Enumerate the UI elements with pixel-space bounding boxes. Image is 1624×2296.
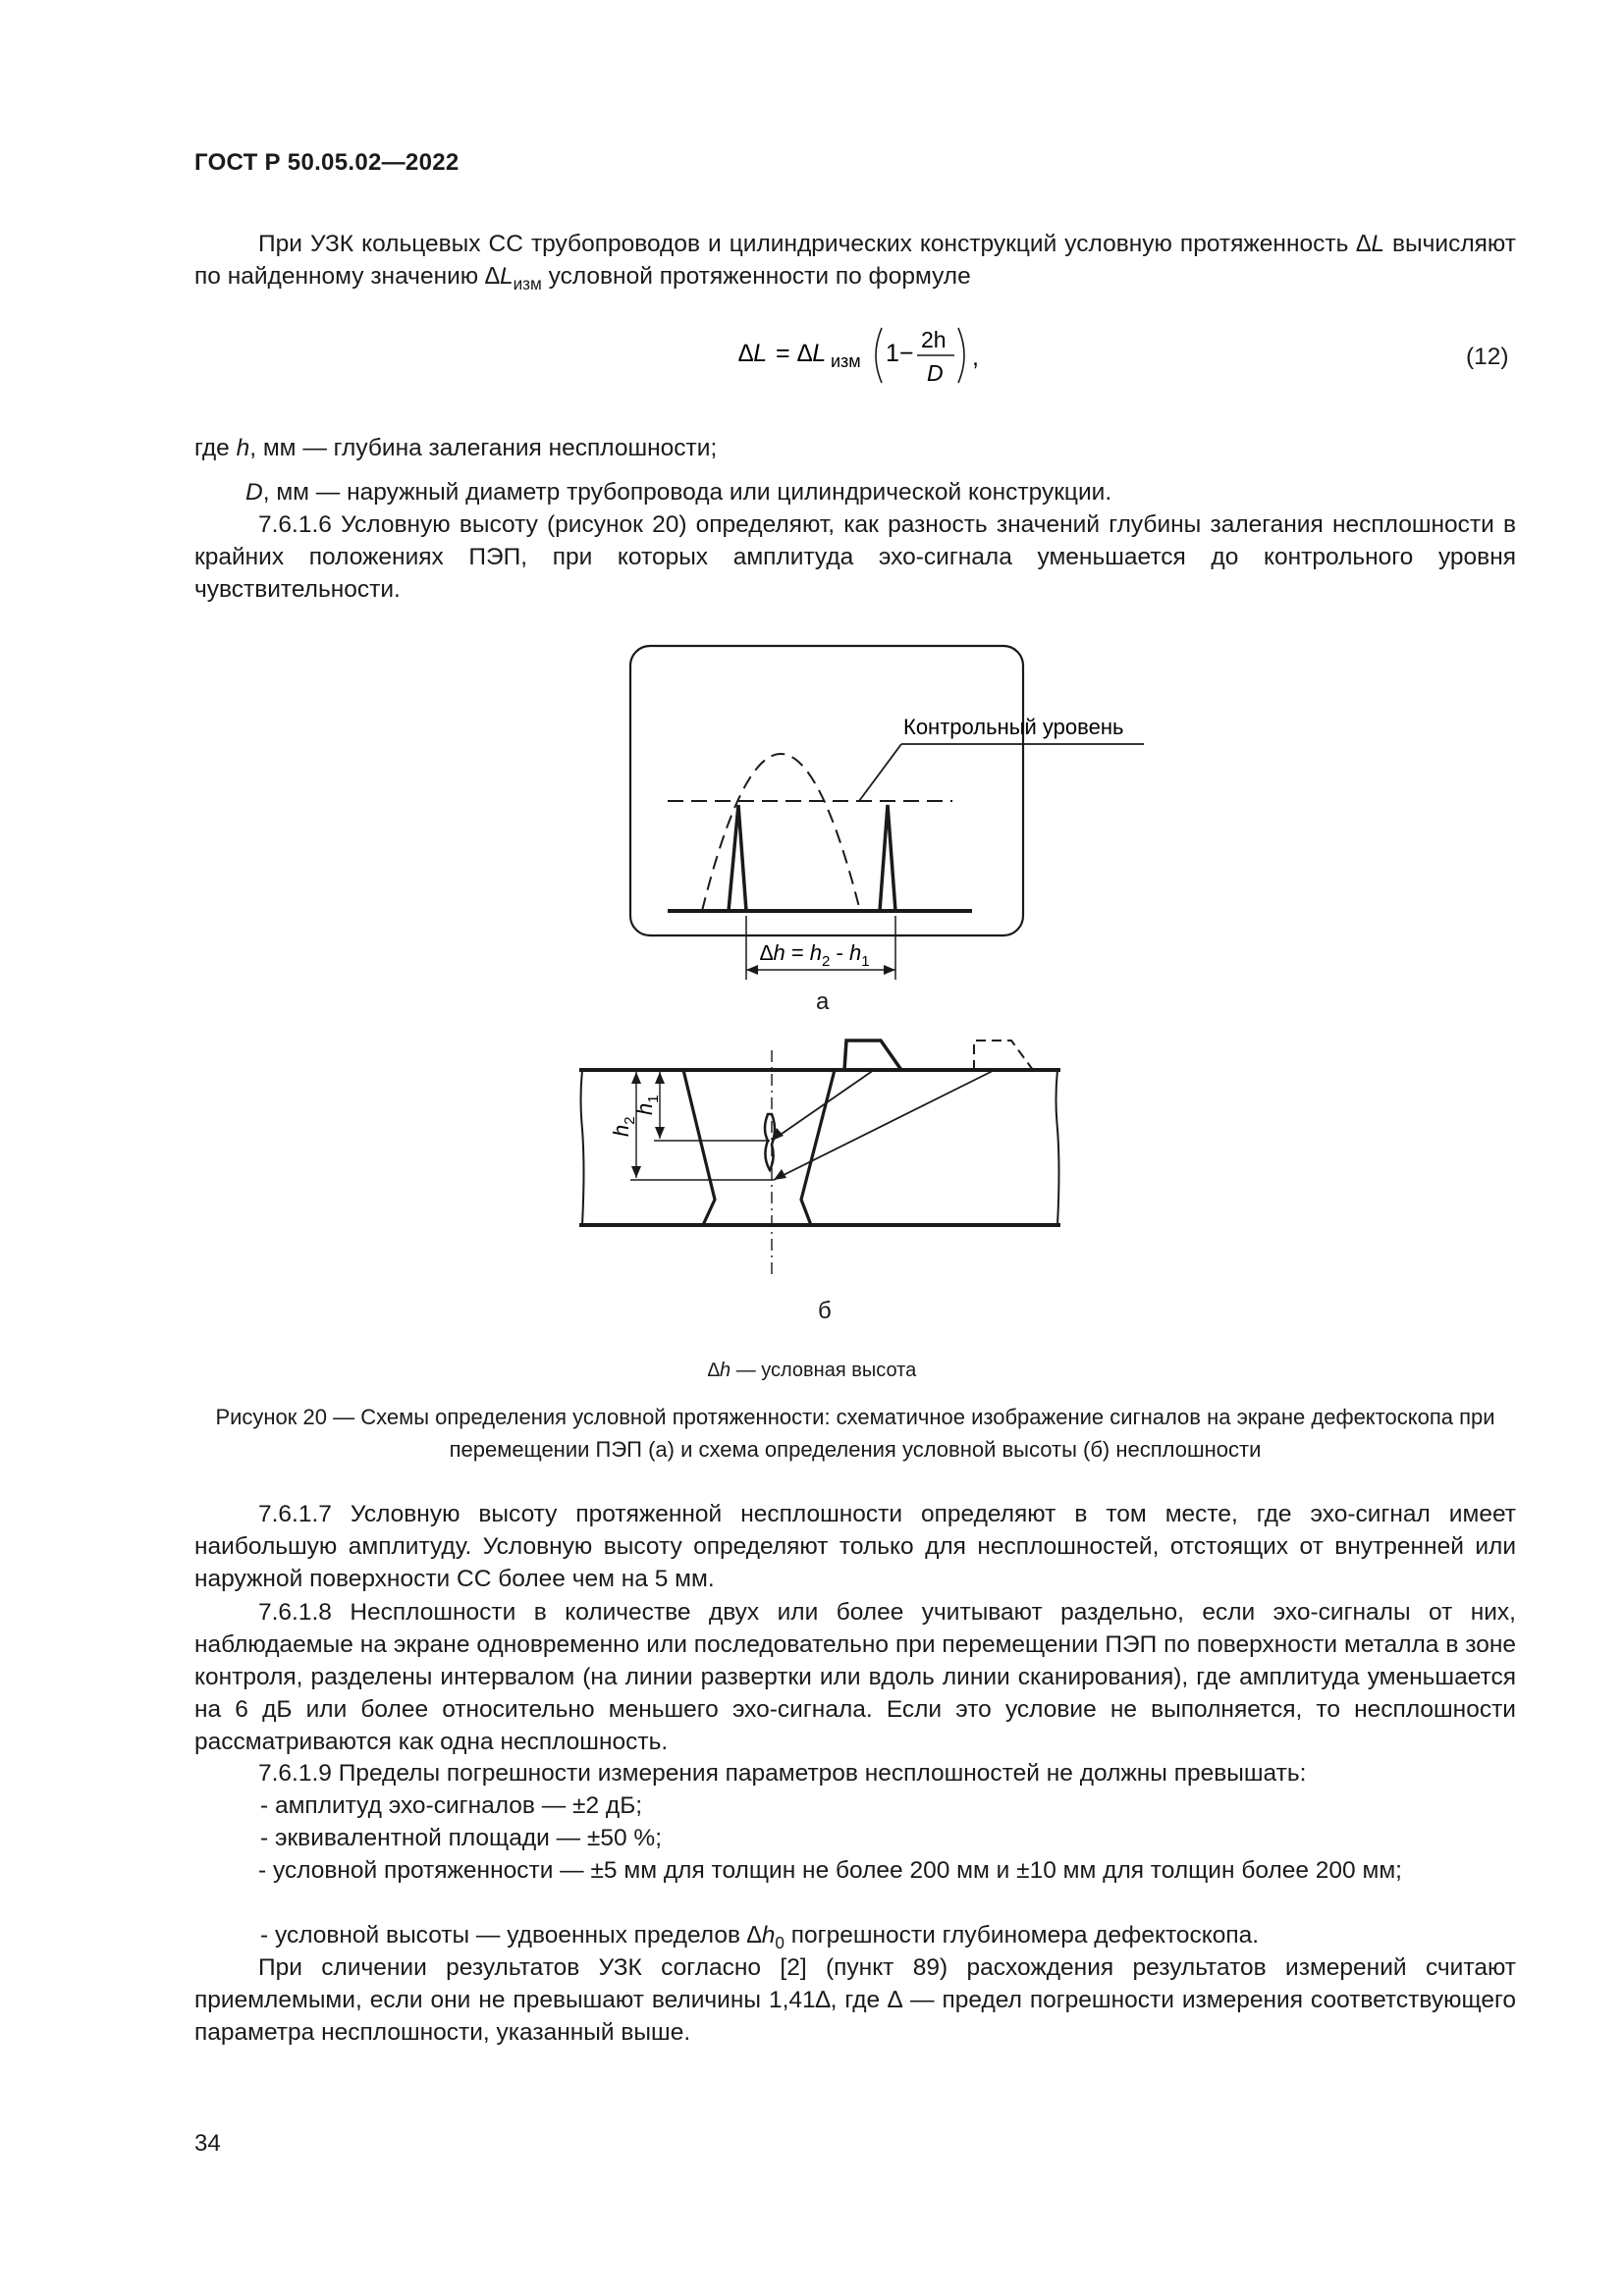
formula-equals: = (776, 340, 790, 367)
where-text-d: , мм — наружный диаметр трубопровода или цилиндрической конструкции. (262, 479, 1112, 506)
transducer-dashed (974, 1041, 1033, 1070)
where-line-1 (194, 432, 717, 464)
intro-sub-meas: изм (513, 273, 542, 294)
intro-symbol-dl-meas: ∆L (484, 263, 514, 290)
page-number: 34 (194, 2130, 221, 2157)
paragraph-7-6-1-6: 7.6.1.6 Условную высоту (рисунок 20) определяют, как разность значений глубины залегания несплошности в крайних положениях ПЭП, при которых амплитуда эхо-сигнала уменьшается до контрольного уровня чувствительности. (194, 511, 1516, 603)
formula-12 (736, 316, 992, 395)
formula-rhs-sub: изм (831, 351, 861, 371)
paragraph-7-6-1-9: 7.6.1.9 Пределы погрешности измерения параметров несплошностей не должны превышать: (258, 1760, 1307, 1787)
beam-ray-1 (772, 1070, 874, 1141)
defect-shape (765, 1114, 775, 1170)
beam-arrow-2 (774, 1169, 786, 1180)
figure-label-a: а (816, 988, 830, 1015)
paragraph-final: При сличении результатов УЗК согласно [2] (пункт 89) расхождения результатов измерений считают приемлемыми, если они не превышают величины 1,41∆, где ∆ — предел погрешности измерения соответствующего параметра несплошности, указанный выше. (194, 1954, 1516, 2046)
equation-number: (12) (1466, 344, 1509, 370)
intro-symbol-dl: ∆L (1356, 231, 1384, 257)
list-height-suffix: погрешности глубиномера дефектоскопа. (784, 1922, 1260, 1949)
where-text-h: , мм — глубина залегания несплошности; (249, 435, 718, 461)
formula-right-paren (958, 328, 964, 383)
formula-one-minus: 1− (886, 340, 914, 367)
formula-lhs: ∆L (738, 340, 768, 367)
echo-signal-2 (880, 805, 895, 911)
weld-right-edge (801, 1070, 835, 1225)
figure-caption: Рисунок 20 — Схемы определения условной протяженности: схематичное изображение сигналов на экране дефектоскопа при перемещении ПЭП (а) и схема определения условной высоты (б) несплошности (215, 1405, 1495, 1462)
list-height-sub: 0 (775, 1932, 785, 1952)
where-prefix: где (194, 435, 237, 461)
figure-b-weld-section (550, 1021, 1080, 1286)
legend-symbol: ∆h (707, 1360, 731, 1381)
document-header: ГОСТ Р 50.05.02—2022 (194, 149, 460, 176)
formula-trailing: , (972, 344, 979, 371)
h1-label: $h_1$ (632, 1095, 662, 1115)
where-var-d: D (245, 479, 263, 506)
legend-text: — условная высота (731, 1360, 917, 1381)
paragraph-7-6-1-8: 7.6.1.8 Несплошности в количестве двух или более учитывают раздельно, если эхо-сигналы от них, наблюдаемые на экране одновременно или последовательно при перемещении ПЭП по поверхности металла в зоне контроля, разделены интервалом (на линии развертки или вдоль линии сканирования), где амплитуда уменьшается на 6 дБ или более относительно меньшего эхо-сигнала. Если это условие не выполняется, то несплошности рассматриваются как одна несплошность. (194, 1599, 1516, 1755)
figure-a-screen-diagram (609, 636, 1159, 982)
list-height-prefix: - условной высоты — удвоенных пределов (260, 1922, 747, 1949)
formula-numerator: 2h (921, 327, 947, 352)
control-level-label: Контрольный уровень (903, 715, 1124, 739)
transducer-solid (844, 1041, 901, 1070)
formula-denominator: D (927, 360, 944, 386)
intro-text-2: вычисляют по найденному значению (194, 231, 1516, 290)
where-line-2 (245, 476, 1111, 508)
dh-formula-label: $\Delta h = h_2 - h_1$ (760, 940, 870, 970)
formula-left-paren (876, 328, 882, 383)
echo-signal-1 (729, 805, 746, 911)
leader-line (859, 744, 901, 801)
figure-label-b: б (818, 1298, 832, 1324)
list-item-amplitude: - амплитуд эхо-сигналов — ±2 дБ; (260, 1792, 643, 1819)
list-height-symbol: ∆h (746, 1922, 776, 1949)
paragraph-7-6-1-7: 7.6.1.7 Условную высоту протяженной несплошности определяют в том месте, где эхо-сигнал имеет наибольшую амплитуду. Условную высоту определяют только для несплошностей, отстоящих от внутренней или наружной поверхности СС более чем на 5 мм. (194, 1501, 1516, 1592)
formula-rhs-symbol: ∆L (797, 340, 827, 367)
intro-text-3: условной протяженности по формуле (541, 263, 971, 290)
left-break-line (581, 1070, 584, 1225)
where-var-h: h (236, 435, 250, 461)
list-item-area: - эквивалентной площади — ±50 %; (260, 1825, 663, 1851)
screen-frame (630, 646, 1023, 935)
figure-legend (0, 1360, 1624, 1382)
envelope-curve (702, 754, 860, 911)
list-item-length: - условной протяженности — ±5 мм для толщин не более 200 мм и ±10 мм для толщин более 200 мм; (258, 1857, 1402, 1884)
intro-paragraph (194, 228, 1516, 293)
beam-ray-2 (774, 1070, 995, 1180)
h2-label: $h_2$ (609, 1116, 638, 1137)
intro-text-1: При УЗК кольцевых СС трубопроводов и цилиндрических конструкций условную протяженность (258, 231, 1357, 257)
list-item-height (260, 1919, 1259, 1951)
weld-left-edge (683, 1070, 715, 1225)
right-break-line (1056, 1070, 1059, 1225)
